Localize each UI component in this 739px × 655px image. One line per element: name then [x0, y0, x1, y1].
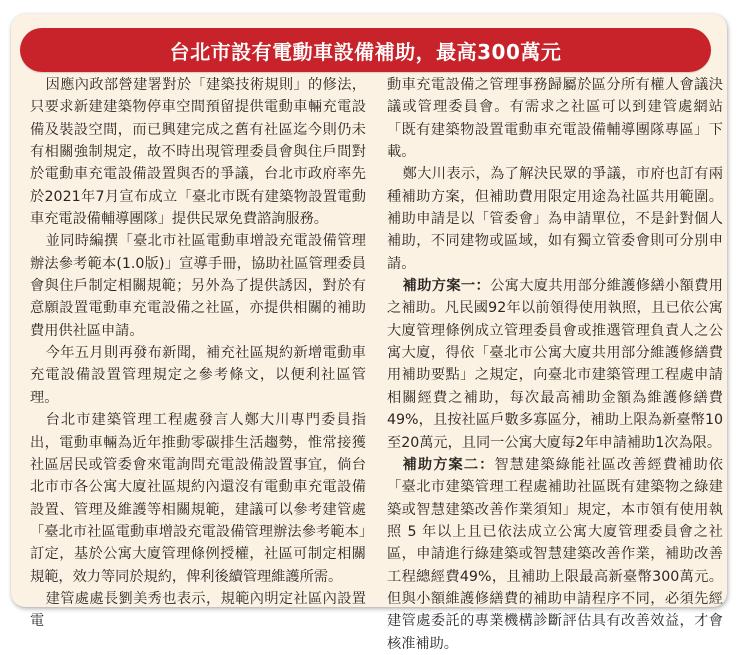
article-card [11, 14, 727, 652]
title-banner [20, 28, 711, 72]
left-column [30, 74, 366, 633]
plan-two-text: 智慧建築綠能社區改善經費補助依「臺北市建築管理工程處補助社區既有建築物之綠建築或智慧建築改善作業須知」規定，本市領有使用執照 5 年以上且已依法成立公寓大廈管理委員會之社區，申請進行綠建築或智慧建築改善作業，補助改善工程總經費49%，且補助上限最高新臺幣300萬元。但與小額維護修繕費的補助申請程序不同，必須先經建管處委託的專業機構診斷評估具有改善效益，才會核准補助。 [387, 456, 723, 652]
paragraph-intro: 因應內政部營建署對於「建築技術規則」的修法，只要求新建建築物停車空間預留提供電動車輛充電設備及裝設空間，而已興建完成之舊有社區迄今則仍未有相關強制規定，故不時出現管理委員會與住戶間對於電動車充電設備設置與否的爭議，台北市政府率先於2021年7月宣布成立「臺北市既有建築物設置電動車充電設備輔導團隊」提供民眾免費諮詢服務。 [30, 77, 366, 228]
paragraph-director: 建管處處長劉美秀也表示，規範內明定社區內設置電 [30, 590, 366, 630]
paragraph-handbook: 並同時編撰「臺北市社區電動車增設充電設備管理辦法參考範本(1.0版)」宣導手冊，協助社區管理委員會與住戶制定相關規範；另外為了提供誘因，對於有意願設置電動車充電設備之社區，亦提供相關的補助費用供社區申請。 [30, 233, 366, 339]
paragraph-plan-one [387, 275, 723, 454]
paragraph-director-continued: 動車充電設備之管理事務歸屬於區分所有權人會議決議或管理委員會。有需求之社區可以到建管處網站「既有建築物設置電動車充電設備輔導團隊專區」下載。 [387, 77, 723, 161]
plan-one-label: 補助方案一： [402, 278, 491, 295]
paragraph-spokesperson: 台北市建築管理工程處發言人鄭大川專門委員指出，電動車輛為近年推動零碳排生活趨勢，惟常接獲社區居民或管委會來電詢問充電設備設置事宜，倘台北市市各公寓大廈社區規約內還沒有電動車充電設備設置、管理及維護等相關規範，建議可以參考建管處「臺北市社區電動車增設充電設備管理辦法參考範本」訂定，基於公寓大廈管理條例授權，社區可制定相關規範，效力等同於規約，俾利後續管理維護所需。 [30, 412, 366, 585]
paragraph-two-plans: 鄭大川表示，為了解決民眾的爭議，市府也訂有兩種補助方案，但補助費用限定用途為社區共用範圍。補助申請是以「管委會」為申請單位，不是針對個人補助，不同建物或區域，如有獨立管委會則可分別申請。 [387, 166, 723, 272]
plan-one-text: 公寓大廈共用部分維護修繕小額費用之補助。凡民國92年以前領得使用執照，且已依公寓大廈管理條例成立管理委員會或推選管理負責人之公寓大廈，得依「臺北市公寓大廈共用部分維護修繕費用補助要點」之規定，向臺北市建築管理工程處申請相關經費之補助，每次最高補助金額為維護修繕費49%，且按社區戶數多寡區分，補助上限為新臺幣10至20萬元，且同一公寓大廈每2年申請補助1次為限。 [387, 278, 723, 451]
right-column [387, 74, 723, 655]
plan-two-label: 補助方案二： [402, 456, 495, 473]
paragraph-plan-two [387, 454, 723, 655]
paragraph-may-news: 今年五月則再發布新聞，補充社區規約新增電動車充電設備設置管理規定之參考條文，以便利社區管理。 [30, 345, 366, 406]
article-title: 台北市設有電動車設備補助，最高300萬元 [169, 39, 562, 64]
